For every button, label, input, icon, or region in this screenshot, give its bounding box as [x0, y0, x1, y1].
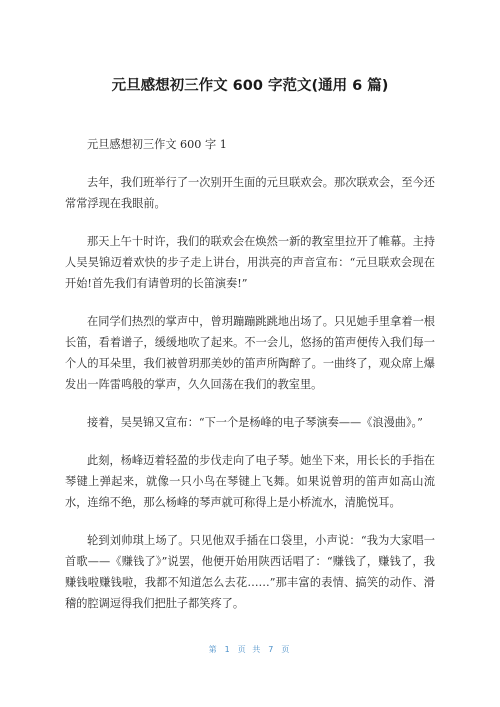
paragraph: 那天上午十时许，我们的联欢会在焕然一新的教室里拉开了帷幕。主持人吴昊锦迈着欢快的步子走上讲台，用洪亮的声音宣布：“元旦联欢会现在开始!首先我们有请曾玥的长笛演奏!” — [65, 235, 435, 290]
paragraph: 接着，吴昊锦又宣布：“下一个是杨峰的电子琴演奏——《浪漫曲》。” — [87, 416, 423, 429]
paragraph: 此刻，杨峰迈着轻盈的步伐走向了电子琴。她坐下来，用长长的手指在琴键上弹起来，就像一只小鸟在琴键上飞舞。如果说曾玥的笛声如高山流水，连绵不绝，那么杨峰的琴声就可称得上是小桥流水，清脆悦耳。 — [65, 454, 435, 509]
page-footer — [0, 644, 500, 655]
footer-middle: 页 共 — [237, 645, 263, 654]
footer-prefix: 第 — [208, 645, 219, 654]
paragraph: 在同学们热烈的掌声中，曾玥蹦蹦跳跳地出场了。只见她手里拿着一根长笛，看着谱子，缓缓地吹了起来。不一会儿，悠扬的笛声便传入我们每一个人的耳朵里，我们被曾玥那美妙的笛声所陶醉了。一曲终了，观众席上爆发出一阵雷鸣般的掌声，久久回荡在我们的教室里。 — [65, 315, 435, 391]
footer-total-pages: 7 — [268, 645, 276, 654]
paragraph: 去年，我们班举行了一次别开生面的元旦联欢会。那次联欢会，至今还常常浮现在我眼前。 — [65, 176, 435, 210]
paragraph: 轮到刘帅琪上场了。只见他双手插在口袋里，小声说：“我为大家唱一首歌——《赚钱了》”说罢，他便开始用陕西话唱了：“赚钱了，赚钱了，我赚钱啦赚钱啦，我都不知道怎么去花……”那丰富的表情、搞笑的动作、滑稽的腔调逗得我们把肚子都笑疼了。 — [65, 534, 435, 610]
footer-suffix: 页 — [281, 645, 292, 654]
footer-page-number: 1 — [224, 645, 232, 654]
document-body — [65, 134, 435, 631]
document-title: 元旦感想初三作文 600 字范文(通用 6 篇) — [111, 78, 389, 94]
paragraph-heading: 元旦感想初三作文 600 字 1 — [87, 138, 227, 151]
